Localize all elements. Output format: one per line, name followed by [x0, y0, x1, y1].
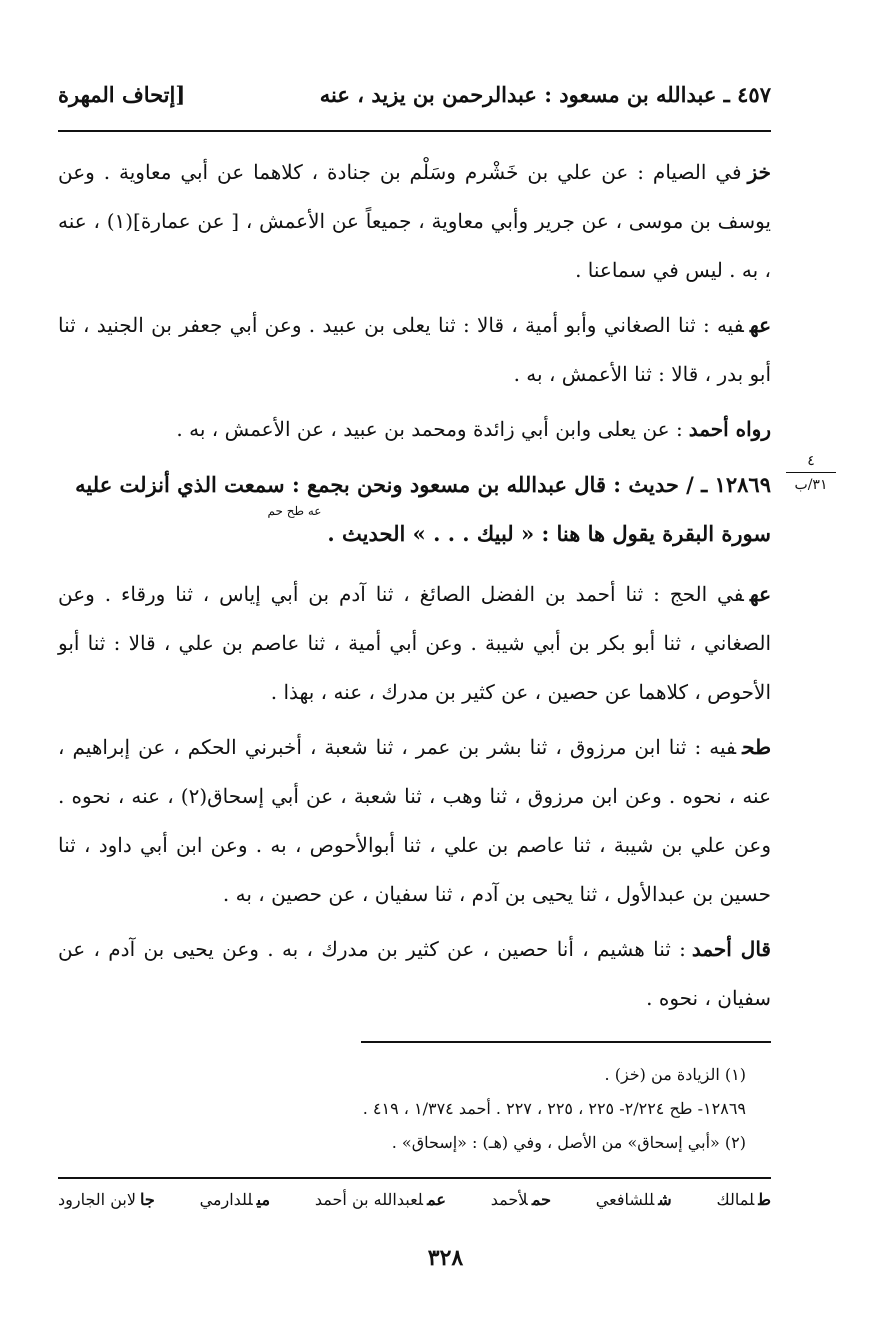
footnote-2: (٢) «أبي إسحاق» من الأصل ، وفي (هـ) : «إسحاق» . [391, 1133, 746, 1152]
hadith-title-text: ـ / حديث : قال عبدالله بن مسعود ونحن بجمع : سمعت الذي أنزلت عليه سورة البقرة يقول ها هنا : « لبيك . . . » الحديث . [75, 472, 771, 546]
footnotes [120, 1058, 746, 1160]
sigla-key [58, 1190, 771, 1209]
siglum [716, 1190, 771, 1209]
siglum [200, 1190, 270, 1209]
footnote-source-ref: ١٢٨٦٩- طح ٢/٢٢٤- ٢٢٥ ، ٢٢٥ ، ٢٢٧ . أحمد ١/٣٧٤ ، ٤١٩ . [362, 1099, 746, 1118]
siglum-label: للدارمي [199, 1190, 253, 1209]
paragraph-ah-hajj [58, 570, 771, 717]
hadith-source-codes: عه طح حم [267, 504, 322, 518]
margin-ref-top: ٤ [786, 452, 836, 473]
margin-manuscript-ref [786, 452, 836, 494]
siglum [596, 1190, 672, 1209]
main-text [58, 148, 771, 1029]
paragraph-khz [58, 148, 771, 295]
running-header [58, 82, 771, 122]
siglum-label: لعبدالله بن أحمد [314, 1190, 424, 1209]
siglum-code: عم [427, 1190, 446, 1209]
paragraph-text: فيه : ثنا ابن مرزوق ، ثنا بشر بن عمر ، ثنا شعبة ، أخبرني الحكم ، عن إبراهيم ، عنه ، نحوه . وعن ابن مرزوق ، ثنا وهب ، ثنا شعبة ، عن أبي إسحاق(٢) ، عنه ، نحوه . وعن علي بن شيبة ، ثنا عاصم بن علي ، ثنا أبوالأحوص ، به . وعن ابن أبي داود ، ثنا حسين بن عبدالأول ، ثنا يحيى بن آدم ، ثنا سفيان ، عن حصين ، به . [58, 735, 772, 906]
siglum [58, 1190, 155, 1209]
header-chapter-title: ٤٥٧ ـ عبدالله بن مسعود : عبدالرحمن بن يزيد ، عنه [319, 82, 771, 107]
hadith-number: ١٢٨٦٩ [714, 472, 771, 497]
paragraph-text: : ثنا هشيم ، أنا حصين ، عن كثير بن مدرك ، به . وعن يحيى بن آدم ، عن سفيان ، نحوه . [58, 937, 771, 1010]
paragraph-text: فيه : ثنا الصغاني وأبو أمية ، قالا : ثنا يعلى بن عبيد . وعن أبي جعفر بن الجنيد ، ثنا أبو بدر ، قالا : ثنا الأعمش ، به . [58, 313, 771, 386]
page-number: ٣٢٨ [427, 1245, 464, 1271]
paragraph-lead: قال أحمد [691, 937, 771, 961]
siglum-code: ط [758, 1190, 771, 1209]
siglum-label: للشافعي [595, 1190, 655, 1209]
siglum-code: حم [531, 1190, 551, 1209]
siglum-label: لأحمد [490, 1190, 528, 1209]
siglum [491, 1190, 551, 1209]
margin-ref-bottom: ٣١/ب [794, 477, 828, 493]
header-book-title: [إتحاف المهرة [58, 82, 186, 107]
paragraph-ah [58, 301, 771, 399]
paragraph-lead: رواه أحمد [688, 417, 771, 441]
siglum-label: لابن الجارود [58, 1190, 136, 1209]
sigla-divider [58, 1177, 771, 1179]
hadith-heading [58, 460, 771, 562]
siglum-label: لمالك [716, 1190, 755, 1209]
footnote-divider [361, 1041, 771, 1043]
paragraph-lead: طح [742, 735, 771, 759]
paragraph-text: : عن يعلى وابن أبي زائدة ومحمد بن عبيد ، عن الأعمش ، به . [176, 417, 683, 441]
siglum-code: ش [658, 1190, 672, 1209]
siglum-code: مي [256, 1190, 271, 1209]
paragraph-lead: عه [749, 313, 771, 337]
paragraph-th [58, 723, 771, 919]
paragraph-lead: عه [749, 582, 771, 606]
paragraph-ahmad [58, 405, 771, 454]
paragraph-lead: خز [747, 160, 771, 184]
paragraph-text: في الصيام : عن علي بن خَشْرم وسَلْم بن جنادة ، كلاهما عن أبي معاوية . وعن يوسف بن موسى ، عن جرير وأبي معاوية ، جميعاً عن الأعمش ، [ عن عمارة](١) ، عنه ، به . ليس في سماعنا . [58, 160, 771, 282]
header-divider [58, 130, 771, 132]
siglum-code: جا [139, 1190, 155, 1209]
paragraph-text: في الحج : ثنا أحمد بن الفضل الصائغ ، ثنا آدم بن أبي إياس ، ثنا ورقاء . وعن الصغاني ، ثنا أبو بكر بن أبي شيبة . وعن أبي أمية ، ثنا عاصم بن علي ، قالا : ثنا أبو الأحوص ، كلاهما عن حصين ، عن كثير بن مدرك ، عنه ، بهذا . [58, 582, 771, 704]
footnote-1: (١) الزيادة من (خز) . [604, 1065, 746, 1084]
paragraph-qal-ahmad [58, 925, 771, 1023]
siglum [315, 1190, 446, 1209]
